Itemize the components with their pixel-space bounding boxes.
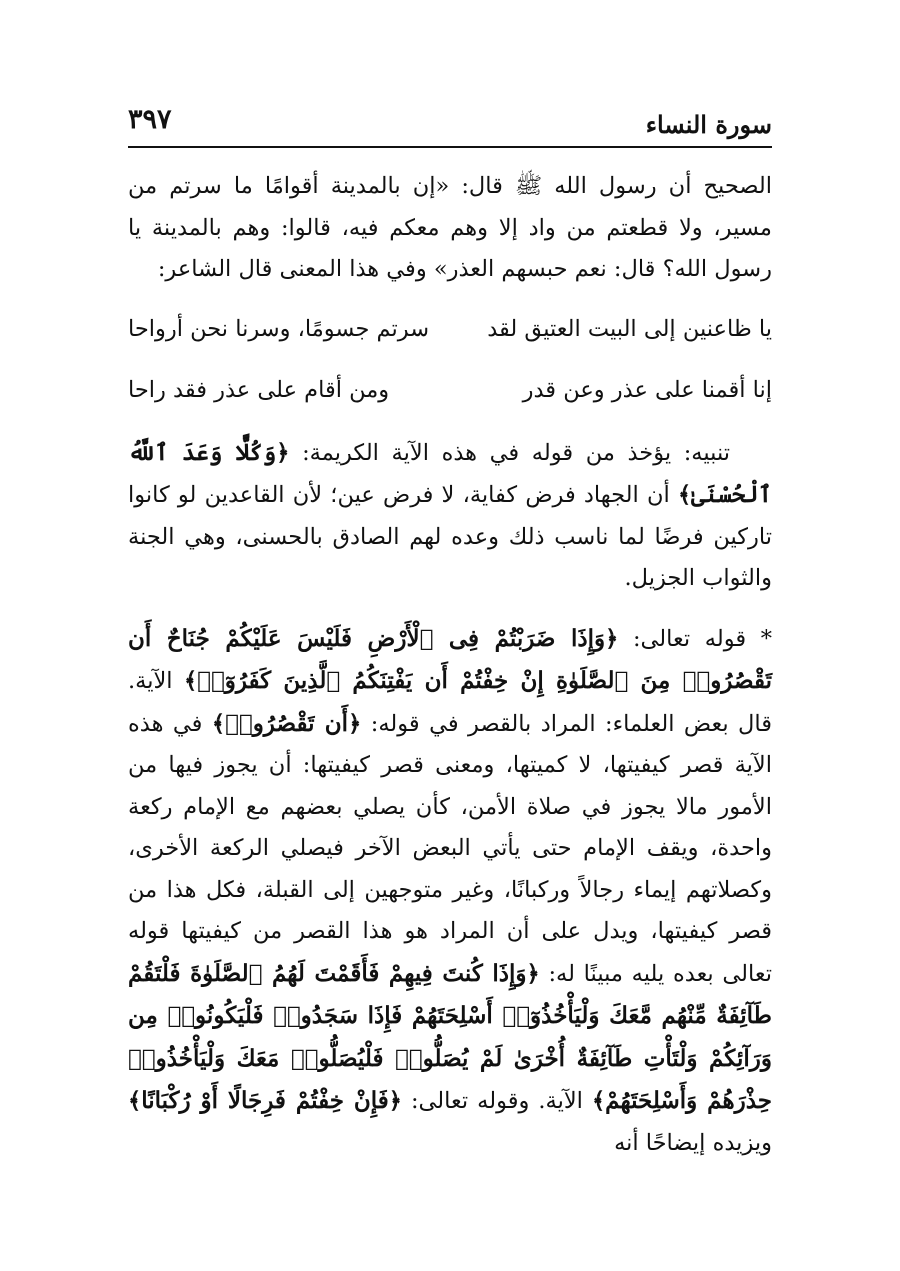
quran-open-bracket: ﴿ bbox=[388, 1088, 402, 1114]
paragraph-note bbox=[128, 432, 772, 600]
page-number: ٣٩٧ bbox=[128, 104, 172, 135]
paragraph-qasr bbox=[128, 618, 772, 1165]
page-header bbox=[128, 98, 772, 148]
paragraph-hadith bbox=[128, 166, 772, 291]
poem-hemistich-left: سرتم جسومًا، وسرنا نحن أرواحا bbox=[128, 315, 430, 342]
quran-verse: أَن تَقْصُرُوا۟ bbox=[225, 709, 349, 737]
quran-open-bracket: ﴿ bbox=[605, 625, 619, 652]
poem-line-1 bbox=[128, 309, 772, 351]
paragraph-text: الآية. قال بعض العلماء: المراد بالقصر في قوله: bbox=[128, 668, 773, 737]
quran-close-bracket: ﴾ bbox=[591, 1088, 606, 1114]
paragraph-text: أن الجهاد فرض كفاية، لا فرض عين؛ لأن القاعدين لو كانوا تاركين فرضًا لما ناسب ذلك وعده لهم الصادق بالحسنى، وهي الجنة والثواب الجزيل. bbox=[128, 482, 772, 591]
paragraph-text: الآية. وقوله تعالى: bbox=[410, 1088, 583, 1114]
poem-line-2 bbox=[128, 370, 772, 412]
quran-close-bracket: ﴾ bbox=[183, 668, 198, 694]
page-body bbox=[128, 166, 772, 1164]
paragraph-text: الصحيح أن رسول الله ﷺ قال: «إن بالمدينة أقوامًا ما سرتم من مسير، ولا قطعتم من واد إلا وهم معكم فيه، قالوا: وهم بالمدينة يا رسول الله؟ قال: نعم حبسهم العذر» وفي هذا المعنى قال الشاعر: bbox=[128, 173, 772, 282]
paragraph-text: تنبيه: يؤخذ من قوله في هذه الآية الكريمة: bbox=[302, 439, 730, 466]
paragraph-text: ويزيده إيضاحًا أنه bbox=[614, 1129, 772, 1156]
book-page bbox=[128, 98, 772, 1164]
quran-verse: وَإِذَا كُنتَ فِيهِمْ فَأَقَمْتَ لَهُمُ ٱلصَّلَوٰةَ فَلْتَقُمْ طَآئِفَةٌ مِّنْهُم مَّعَكَ وَلْيَأْخُذُوٓا۟ أَسْلِحَتَهُمْ فَإِذَا سَجَدُوا۟ فَلْيَكُونُوا۟ مِن وَرَآئِكُمْ وَلْتَأْتِ طَآئِفَةٌ أُخْرَىٰ لَمْ يُصَلُّوا۟ فَلْيُصَلُّوا۟ مَعَكَ وَلْيَأْخُذُوا۟ حِذْرَهُمْ وَأَسْلِحَتَهُمْ bbox=[128, 959, 772, 1114]
poem-hemistich-right: يا ظاعنين إلى البيت العتيق لقد bbox=[487, 315, 772, 342]
quran-verse: وَإِذَا ضَرَبْتُمْ فِى ٱلْأَرْضِ فَلَيْسَ عَلَيْكُمْ جُنَاحٌ أَن تَقْصُرُوا۟ مِنَ ٱلصَّلَوٰةِ إِنْ خِفْتُمْ أَن يَفْتِنَكُمُ ٱلَّذِينَ كَفَرُوٓا۟ bbox=[128, 624, 772, 694]
quran-verse: وَكُلًّا وَعَدَ ٱللَّهُ ٱلْحُسْنَىٰ bbox=[128, 438, 772, 508]
poem-hemistich-left: ومن أقام على عذر فقد راحا bbox=[128, 377, 390, 403]
quran-open-bracket: ﴿ bbox=[348, 710, 362, 737]
quran-close-bracket: ﴾ bbox=[128, 1088, 142, 1114]
quran-open-bracket: ﴿ bbox=[276, 439, 290, 466]
paragraph-text: * قوله تعالى: bbox=[632, 625, 772, 652]
quran-open-bracket: ﴿ bbox=[526, 960, 540, 987]
paragraph-text: في هذه الآية قصر كيفيتها، لا كميتها، ومعنى قصر كيفيتها: أن يجوز فيها من الأمور مالا يجوز في صلاة الأمن، كأن يصلي بعضهم مع الإمام ركعة واحدة، ويقف الإمام حتى يأتي البعض الآخر فيصلي الركعة الأخرى، وكصلاتهم إيماء رجالاً وركبانًا، وغير متوجهين إلى القبلة، فكل هذا من قصر كيفيتها، ويدل على أن المراد هو هذا القصر من كيفيتها قوله تعالى بعده يليه مبينًا له: bbox=[128, 710, 772, 987]
quran-close-bracket: ﴾ bbox=[211, 710, 226, 737]
quran-verse: فَإِنْ خِفْتُمْ فَرِجَالًا أَوْ رُكْبَانًا bbox=[141, 1087, 389, 1114]
quran-close-bracket: ﴾ bbox=[677, 482, 692, 508]
poem-hemistich-right: إنا أقمنا على عذر وعن قدر bbox=[522, 377, 772, 403]
surah-title: سورة النساء bbox=[645, 110, 772, 139]
